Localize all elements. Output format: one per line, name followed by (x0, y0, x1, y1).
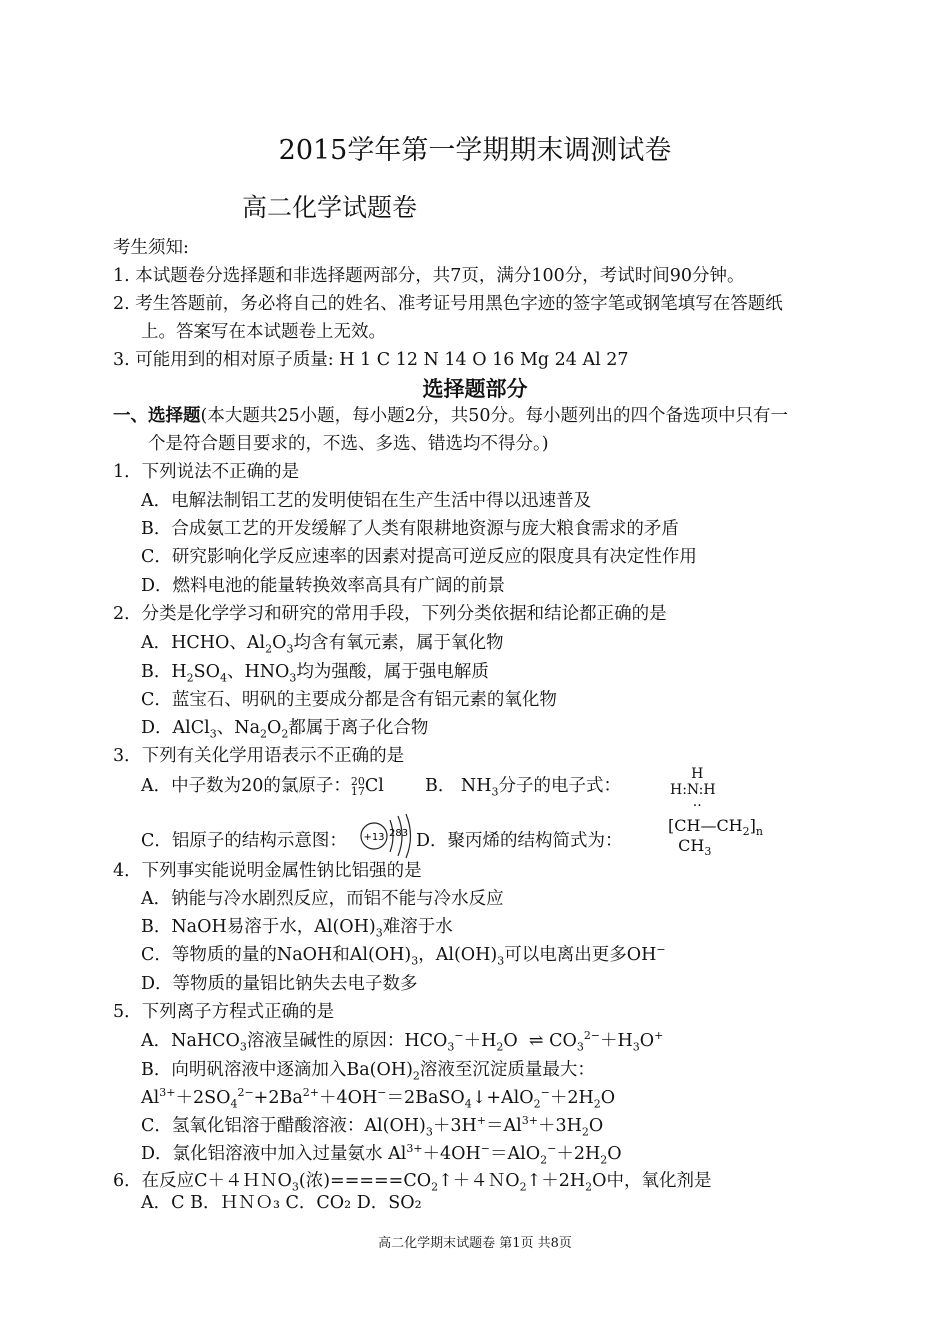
part-desc: (本大题共25小题，每小题2分，共50分。每小题列出的四个备选项中只有一 (200, 406, 788, 426)
q4-option-b: B．NaOH易溶于水，$Al(OH)_3$难溶于水 (141, 917, 453, 940)
nh3-electron-formula: H H:N:H ·· (670, 766, 716, 814)
notice-heading: 考生须知: (113, 238, 189, 258)
q5-option-c: C．氢氧化铝溶于醋酸溶液：$Al(OH)_3+3H^+=Al^{3+}+3H_2O$ (141, 1114, 604, 1139)
notice-item-1: 1. 本试题卷分选择题和非选择题两部分，共7页，满分100分，考试时间90分钟。 (113, 266, 745, 286)
q1-option-d: D．燃料电池的能量转换效率高具有广阔的前景 (141, 576, 506, 596)
q4-option-d: D．等物质的量铝比钠失去电子数多 (141, 974, 418, 994)
part-desc-cont: 个是符合题目要求的，不选、多选、错选均不得分。) (148, 434, 549, 454)
part-heading (113, 404, 788, 428)
exam-subtitle: 高二化学试题卷 (242, 193, 418, 222)
q5-option-a: A．NaHCO$_3$溶液呈碱性的原因：$HCO_3^-+H_2O$ ⇌ $CO_3^{2-}+H_3O^+$ (141, 1029, 664, 1054)
q3-option-b: B． $NH_3$分子的电子式： (425, 776, 621, 799)
q1-option-b: B．合成氨工艺的开发缓解了人类有限耕地资源与庞大粮食需求的矛盾 (141, 519, 679, 539)
q2-option-b: B．$H_2SO_4$、$HNO_3$均为强酸，属于强电解质 (141, 662, 489, 685)
q3-option-c: C．铝原子的结构示意图： (141, 831, 347, 851)
q5-stem: 5．下列离子方程式正确的是 (113, 1002, 335, 1022)
q5-option-b-equation: $Al^{3+}+2SO_4^{2-}+2Ba^{2+}+4OH^-=2BaSO_4↓+AlO_2^-+2H_2O$ (141, 1086, 616, 1111)
q1-stem: 1．下列说法不正确的是 (113, 462, 300, 482)
q4-stem: 4．下列事实能说明金属性钠比铝强的是 (113, 861, 422, 881)
part-label: 一、选择题 (113, 406, 201, 426)
al-atom-structure-diagram (356, 810, 416, 862)
q3-option-a: A．中子数为20的氯原子：20 17Cl (141, 774, 384, 798)
q2-option-d: D．AlCl$_3$、$Na_2O_2$都属于离子化合物 (141, 718, 429, 741)
q6-stem: 6．在反应C＋４ＨＮO$_3$(浓)$=====CO_2↑+4NO_2↑+2H_2O$中，氧化剂是 (113, 1171, 712, 1194)
q3-stem: 3．下列有关化学用语表示不正确的是 (113, 746, 405, 766)
q3-option-d: D．聚丙烯的结构简式为： (416, 831, 623, 851)
q1-option-c: C．研究影响化学反应速率的因素对提高可逆反应的限度具有决定性作用 (141, 547, 697, 567)
notice-item-2-cont: 上。答案写在本试题卷上无效。 (141, 322, 386, 342)
q4-option-c: C．等物质的量的NaOH和$Al(OH)_3$，$Al(OH)_3$可以电离出更多OH− (141, 943, 666, 968)
notice-item-3: 3. 可能用到的相对原子质量: H 1 C 12 N 14 O 16 Mg 24 Al 27 (113, 350, 629, 370)
q5-option-d: D．氯化铝溶液中加入过量氨水 $Al^{3+}+4OH^-=AlO_2^-+2H_2O$ (141, 1142, 622, 1167)
q1-option-a: A．电解法制铝工艺的发明使铝在生产生活中得以迅速普及 (141, 491, 592, 511)
q2-option-a: A．HCHO、$Al_2O_3$均含有氧元素，属于氧化物 (141, 633, 504, 656)
q2-stem: 2．分类是化学学习和研究的常用手段，下列分类依据和结论都正确的是 (113, 604, 667, 624)
section-title: 选择题部分 (422, 376, 528, 401)
polypropylene-formula: $[CH—CH_2]_n$ $CH_3$ (668, 816, 763, 859)
shell-electrons: 283 (389, 828, 409, 839)
q2-option-c: C．蓝宝石、明矾的主要成分都是含有铝元素的氧化物 (141, 690, 557, 710)
q6-options: A．C B．ＨＮＯ₃ C．CO₂ D．SO₂ (141, 1193, 422, 1213)
q4-option-a: A．钠能与冷水剧烈反应，而铝不能与冷水反应 (141, 889, 504, 909)
exam-title: 2015学年第一学期期末调测试卷 (278, 135, 672, 166)
notice-item-2: 2. 考生答题前，务必将自己的姓名、准考证号用黑色字迹的签字笔或钢笔填写在答题纸 (113, 294, 783, 314)
page-footer: 高二化学期末试题卷 第1页 共8页 (378, 1236, 572, 1251)
nucleus-charge: +13 (363, 832, 385, 843)
q5-option-b: B．向明矾溶液中逐滴加入$Ba(OH)_2$溶液至沉淀质量最大： (141, 1060, 595, 1083)
